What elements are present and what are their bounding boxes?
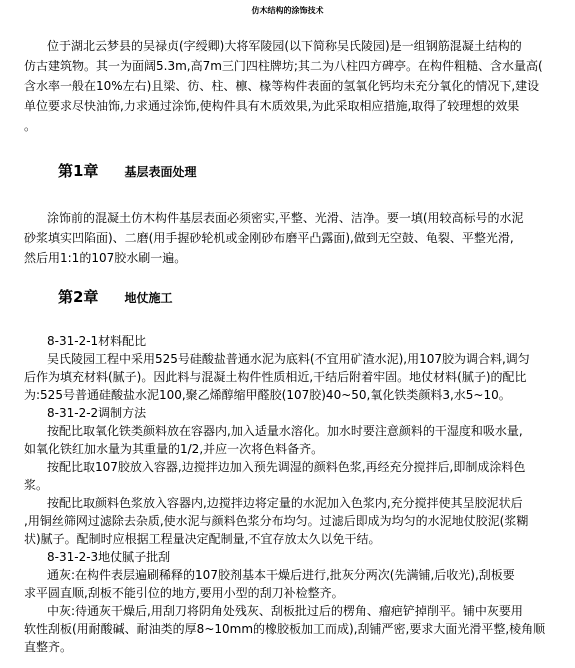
- paragraph-line: 软性刮板(用耐酸碱、耐油类的厚8~10mm的橡胶板加工而成),刮铺严密,要求大面光滑平整,棱角顺: [24, 622, 546, 636]
- intro-line: 仿古建筑物。其一为面阔5.3m,高7m三门四柱牌坊;其二为八柱四方碑亭。在构件粗糙、含水量高(: [24, 59, 543, 73]
- paragraph-line: 按配比取颜料色浆放入容器内,边搅拌边将定量的水泥加入色浆内,充分搅拌使其呈胶泥状后: [47, 496, 523, 510]
- section-heading: 8-31-2-3地仗腻子批刮: [47, 550, 171, 564]
- paragraph-line: 涂饰前的混凝土仿木构件基层表面必须密实,平整、光滑、洁净。要一填(用较高标号的水泥: [47, 211, 524, 225]
- section-heading: 8-31-2-2调制方法: [47, 406, 147, 420]
- chapter-title: 地仗施工: [124, 291, 173, 305]
- paragraph-line: 按配比取107胶放入容器,边搅拌边加入预先调湿的颜料色浆,再经充分搅拌后,即制成涂料色: [47, 460, 526, 474]
- chapter-number: 第1章: [58, 162, 99, 180]
- paragraph-line: 按配比取氧化铁类颜料放在容器内,加入适量水溶化。加水时要注意颜料的干湿度和吸水量,: [47, 424, 523, 438]
- paragraph-line: 浆。: [24, 478, 49, 492]
- paragraph-line: 状)腻子。配制时应根据工程量决定配制量,不宜存放太久以免干结。: [24, 532, 381, 546]
- paragraph-line: 直整齐。: [24, 640, 73, 654]
- paragraph-line: 后作为填充材料(腻子)。因此料与混凝土构件性质相近,干结后附着牢固。地仗材料(腻子)的配比: [24, 370, 527, 384]
- paragraph-line: 求平圆直顺,刮板不能引位的地方,要用小型的刮刀补检整齐。: [24, 586, 344, 600]
- chapter-number: 第2章: [58, 288, 99, 306]
- section-heading: 8-31-2-1材料配比: [47, 334, 147, 348]
- paragraph-line: 然后用1:1的107胶水刷一遍。: [24, 251, 187, 265]
- paragraph-line: 中灰:待通灰干燥后,用刮刀将阴角处残灰、刮板批过后的楞角、瘤疤铲掉削平。铺中灰要用: [47, 604, 523, 618]
- document-title: 仿木结构的涂饰技术: [251, 6, 324, 15]
- intro-line: 含水率一般在10%左右)且梁、彷、柱、檩、椽等构件表面的氢氧化钙均未充分氧化的情况下,建设: [24, 79, 540, 93]
- paragraph-line: 通灰:在构件表层遍刷稀释的107胶剂基本干燥后进行,批灰分两次(先满铺,后收光),刮板要: [47, 568, 515, 582]
- paragraph-line: 砂浆填实凹陷面)、二磨(用手握砂轮机或金刚砂布磨平凸露面),做到无空鼓、龟裂、平整光滑,: [24, 231, 514, 245]
- intro-line: 单位要求尽快油饰,力求通过涂饰,使构件具有木质效果,为此采取相应措施,取得了较理想的效果: [24, 99, 520, 113]
- paragraph-line: 为:525号普通硅酸盐水泥100,聚乙烯醇缩甲醛胶(107胶)40~50,氧化铁类颜料3,水5~10。: [24, 388, 511, 402]
- chapter-2-heading: [58, 288, 172, 307]
- intro-line: 。: [24, 119, 37, 133]
- chapter-title: 基层表面处理: [124, 165, 197, 179]
- chapter-1-heading: [58, 162, 196, 181]
- intro-line: 位于湖北云梦县的吴禄贞(字绶卿)大将军陵园(以下简称吴氏陵园)是一组钢筋混凝土结构的: [47, 39, 522, 53]
- paragraph-line: 如氧化铁红加水量为其重量的1/2,并应一次将色料备齐。: [24, 442, 324, 456]
- paragraph-line: 吴氏陵园工程中采用525号硅酸盐普通水泥为底料(不宜用矿渣水泥),用107胶为调合料,调匀: [47, 352, 530, 366]
- paragraph-line: ,用铜丝筛网过滤除去杂质,使水泥与颜料色浆分布均匀。过滤后即成为均匀的水泥地仗胶泥(浆糊: [24, 514, 529, 528]
